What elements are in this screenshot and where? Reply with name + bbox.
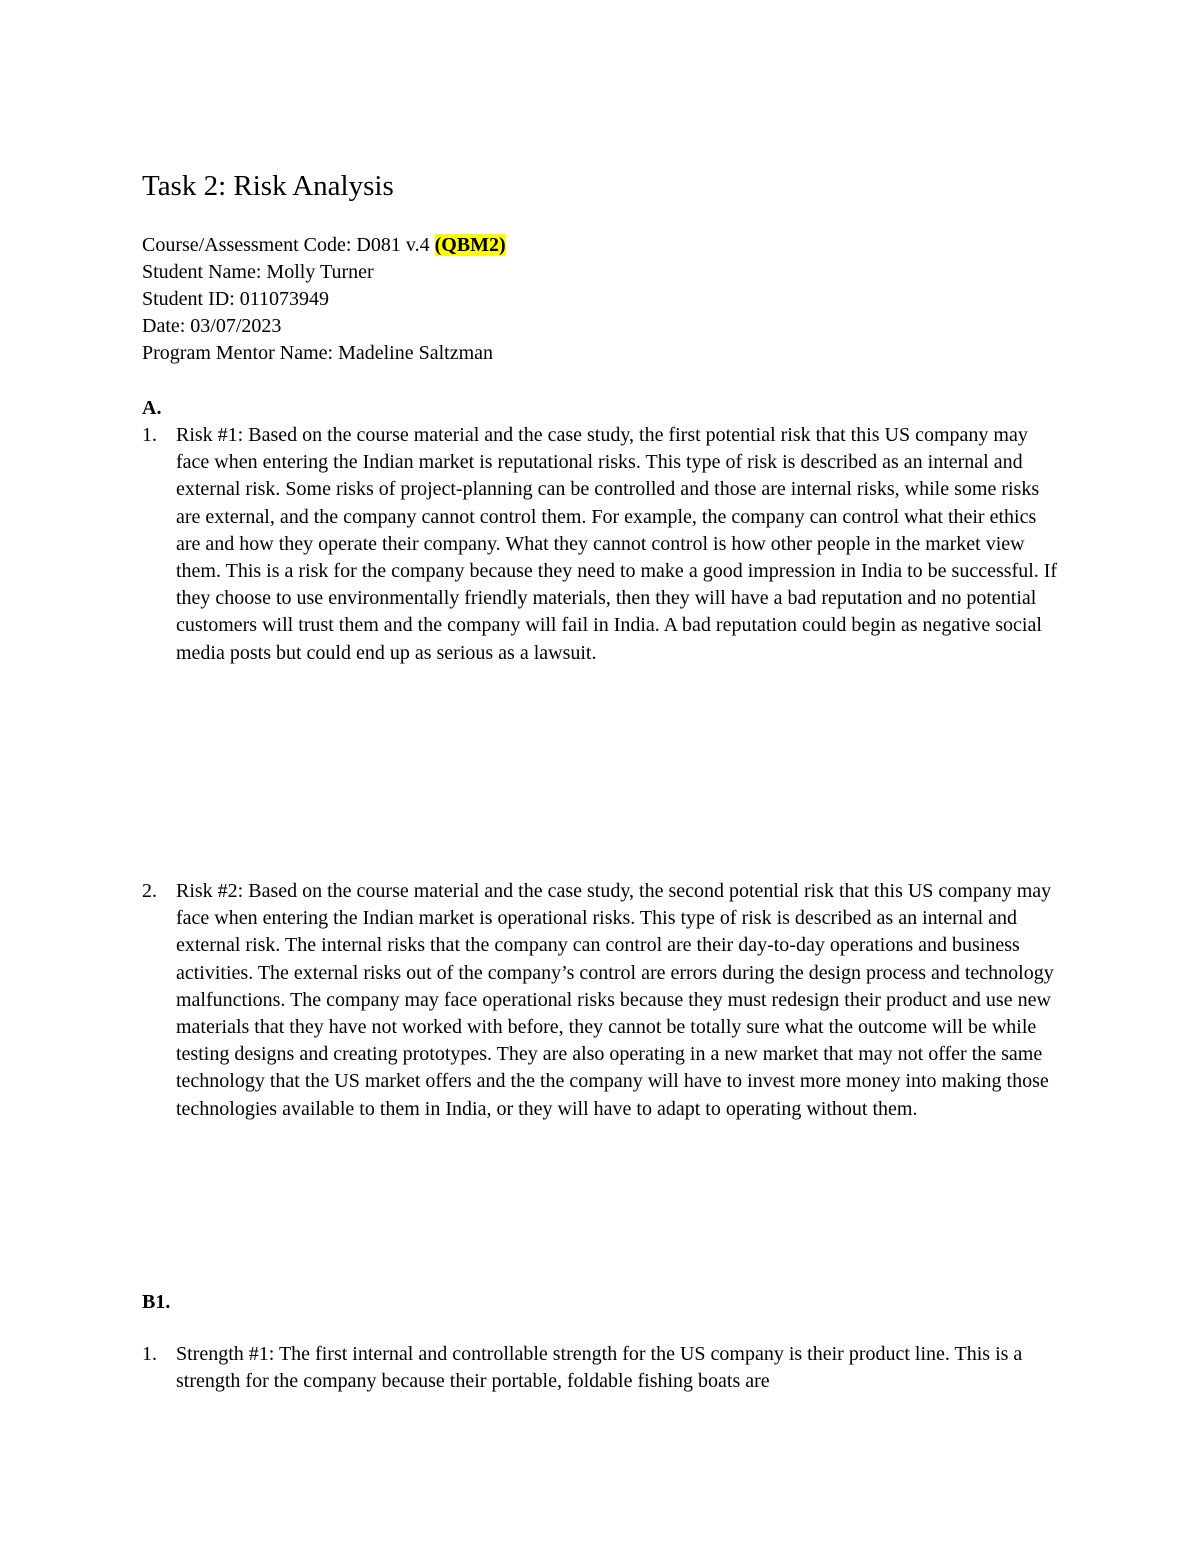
- list-item-number: 2.: [142, 880, 157, 902]
- program-mentor: Program Mentor Name: Madeline Saltzman: [142, 342, 494, 364]
- list-item: [142, 422, 1062, 667]
- section-a-heading: A.: [142, 397, 162, 419]
- section-b1-heading: B1.: [142, 1291, 171, 1313]
- list-item-text: Strength #1: The first internal and controllable strength for the US company is their product line. This is a strength for the company because their portable, foldable fishing boats are: [176, 1343, 1023, 1393]
- course-code-line: [142, 232, 506, 259]
- submission-date: Date: 03/07/2023: [142, 315, 282, 337]
- student-name: Student Name: Molly Turner: [142, 261, 374, 283]
- student-id: Student ID: 011073949: [142, 288, 330, 310]
- course-code-highlight: (QBM2): [434, 234, 506, 256]
- list-item-number: 1.: [142, 1343, 157, 1365]
- document-title: Task 2: Risk Analysis: [142, 170, 394, 202]
- list-item: [142, 878, 1062, 1123]
- list-item-text: Risk #1: Based on the course material and the case study, the first potential risk that this US company may face when entering the Indian market is reputational risks. This type of risk is described as an internal and external risk. Some risks of project-planning can be controlled and those are internal risks, while some risks are external, and the company cannot control them. For example, the company can control what their ethics are and how they operate their company. What they cannot control is how other people in the market view them. This is a risk for the company because they need to make a good impression in India to be successful. If they choose to use environmentally friendly materials, then they will have a bad reputation and no potential customers will trust them and the company will fail in India. A bad reputation could begin as negative social media posts but could end up as serious as a lawsuit.: [176, 424, 1058, 664]
- list-item: [142, 1341, 1062, 1395]
- course-code-label: Course/Assessment Code: D081 v.4: [142, 234, 435, 256]
- list-item-text: Risk #2: Based on the course material and the case study, the second potential risk that this US company may face when entering the Indian market is operational risks. This type of risk is described as an internal and external risk. The internal risks that the company can control are their day-to-day operations and business activities. The external risks out of the company’s control are errors during the design process and technology malfunctions. The company may face operational risks because they must redesign their product and use new materials that they have not worked with before, they cannot be totally sure what the outcome will be while testing designs and creating prototypes. They are also operating in a new market that may not offer the same technology that the US market offers and the the company will have to invest more money into making those technologies available to them in India, or they will have to adapt to operating without them.: [176, 880, 1054, 1120]
- list-item-number: 1.: [142, 424, 157, 446]
- document-metadata: [142, 232, 506, 367]
